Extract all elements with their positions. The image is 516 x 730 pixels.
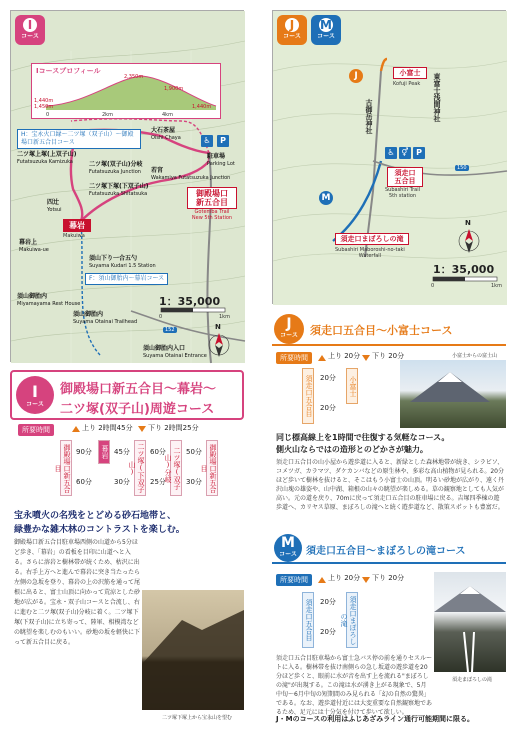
scale-1km: 1km [219,314,230,320]
j-marker: J [349,69,363,83]
map-course-i [10,10,244,362]
poi-gotemba: 御殿場口 新五合目 [187,187,237,209]
poi-kofuji: 小富士 [393,67,427,79]
poi-miyamayama: 須山御胎内 Miyamayama Rest House [17,293,81,307]
mountain-image [142,590,244,710]
time-up: 上り 2時間45分 [82,424,133,432]
poi-subashiri: 須走口 五合目 [387,167,423,187]
course-m-badge: M コース [311,15,341,45]
node-1: 御殿場口新五合目 [60,440,72,496]
map-course-jm [272,10,506,304]
course-word: コース [21,33,39,40]
scale-zero-jm: 0 [431,283,435,289]
m-time-label: 所要時間 [276,574,312,586]
poi-wakamiya: 若宮 Wakamiya Futatsuzuka Junction [151,167,231,181]
fuji-image [400,360,506,428]
poi-maboroshi-en: Subashiri Maboroshi-no-taki Waterfall [335,247,405,259]
node-4: 二ツ塚(双子山)分岐 [170,440,182,496]
route-f-label: F：須山御胎内～幕岩コース [85,273,168,285]
m-seg-down: 20分 [320,628,336,636]
node-3: 二ツ塚(下双子山) [134,440,146,496]
poi-maboroshi: 須走口まぼろしの滝 [335,233,409,245]
waterfall-image [434,572,506,672]
seg-4-down: 30分 [186,478,202,486]
scale-zero: 0 [159,314,163,320]
j-heading: 須走口五合目～小富士コース [310,324,453,337]
photo-maboroshi [434,572,506,672]
seg-2-up: 45分 [114,448,130,456]
time-label: 所要時間 [18,424,54,436]
profile-elev-bottom: 1,440m [192,104,212,110]
restroom-icon-jm: ⚥ [399,147,411,159]
poi-suyama-otainai: 須山御胎内 Suyama Otainai Trailhead [73,311,138,325]
parking-icon-jm: P [413,147,425,159]
profile-title: Iコースプロフィール [36,67,101,75]
road-number: 152 [165,327,175,333]
photo-caption-j: 小富士からの富士山 [452,353,498,359]
poi-yotsui: 四辻 Yotsui [47,199,62,213]
j-seg-down: 20分 [320,404,336,412]
heading-line-2: 二ツ塚(双子山)周遊コース [60,402,215,417]
profile-elev-top: 2,350m [124,74,144,80]
j-down-arrow-icon [362,355,370,361]
m-marker: M [319,191,333,205]
poi-makuiwa: 幕岩 [63,219,91,232]
course-m-heading-badge: M コース [274,534,302,562]
scale-1km-jm: 1km [491,283,502,289]
poi-kofuji-en: Kofuji Peak [393,81,421,87]
m-down-arrow-icon [362,577,370,583]
toilet-icon-jm: ♿ [385,147,397,159]
profile-elev-high: 1,450m [34,104,54,110]
course-i-badge [15,15,45,45]
poi-makuiwa-en: Makuiwa [63,233,85,239]
course-j-heading-badge: J コース [274,314,304,344]
profile-x-2: 2km [102,112,113,118]
road-number-jm: 150 [457,165,467,171]
up-arrow-icon [72,426,80,432]
subheading-1: 宝永噴火の名残をとどめる砂石地帯と、 [14,511,177,521]
heading-line-1: 御殿場口新五合目～幕岩～ [60,382,217,397]
profile-elev-mid: 1,900m [164,86,184,92]
poi-shimozuka: 二ツ塚下塚(下双子山) Futatsuzuka Shitatsuka [89,183,149,197]
course-letter: I [23,18,37,32]
poi-higashi: 東富士浅間神社 [433,73,441,122]
j-sub-1: 同じ標高線上を1時間で往復する気軽なコース。 [276,433,450,442]
j-node-2: 小富士 [346,368,358,404]
seg-1-down: 60分 [76,478,92,486]
j-body: 須走口五合目の山小屋から遊歩道に入ると、新緑とした森林地帯が続き、シラビソ、コメツガ、カラマツ、ダケカンバなどの原生林や、多彩な高山植物が見られる。20分ほど歩いて樹林を抜けると、そこはもう小富士の山頂。明るい砂地が広がり、遠く丹沢山塊の雄姿や、山中湖、箱根の山々の眺望が楽しめる。草の観察地としても人気が高い。元の道を戻り、70mに戻って須走口五合目の駐車場に戻る。吉塚四季棟の遊歩道へ、カリヤス草原、まぼろしの滝へと続く遊歩道など、散策スポットも豊富だ。 [276,459,505,511]
profile-box [31,63,221,119]
m-seg-up: 20分 [320,598,336,606]
parking-icon: P [217,135,229,147]
m-node-1: 須走口五合目 [302,592,314,648]
seg-3-up: 60分 [150,448,166,456]
north-letter: N [215,323,221,331]
toilet-icon: ♿ [201,135,213,147]
poi-oishi: 大石茶屋 Oishi Chaya [151,127,181,141]
course-i-heading-block [10,370,244,420]
j-node-1: 須走口五合目 [302,368,314,424]
poi-parking: 駐車場 Parking Lot [207,153,235,167]
route-h-label: H：宝永火口縁～二ツ塚（双子山）～御殿場口新五合目コース [17,129,141,149]
profile-x-0: 0 [46,112,50,118]
photo-caption-i: 二ツ塚下塚上から宝永山を望む [162,715,233,721]
poi-entrance: 須山御胎内入口 Suyama Otainai Entrance [143,345,207,359]
course-i-heading-badge: I コース [16,376,54,414]
seg-3-down: 25分 [150,478,166,486]
seg-2-down: 30分 [114,478,130,486]
m-node-2: 須走口まぼろしの滝 [346,592,358,648]
poi-makuiwa-kami: 幕岩上 Makuiwa-ue [19,239,49,253]
photo-caption-m: 須走まぼろしの滝 [452,677,493,683]
course-j-badge: J コース [277,15,307,45]
photo-futatsuzuka [142,590,244,710]
course-i-body: 御殿場口新五合目駐車場西側の山道から5分ほど歩き、「幕岩」の看板を目印に山道へと入る。さらに溶岩と樹林帯が続くため、枯沢に出る。右手上方へと進んで幕岩に突き当たったら左側の急坂を登り、幕岩の上の沢筋を通って尾根に出ると、富士山頂に向かって荒涼とした砂地が広がる。宝永・双子山コースと合流し、右に進むと二ツ塚(双子山)分岐に着く。二ツ塚下塚(下双子山)に立ち寄って、陸軍、相模湾などの眺望を楽しむのもいい。砂地の坂を軽快に下って新五合目に戻る。 [14,539,141,646]
poi-subashiri-en: Subashiri Trail 5th station [385,187,420,199]
profile-x-4: 4km [162,112,173,118]
footer-note: J・Mのコースの利用はふじあざみライン通行可能期間に限る。 [276,715,475,723]
j-up-arrow-icon [318,355,326,361]
map-scale-jm: 1：35,000 [433,263,495,276]
course-m-heading-block [272,534,506,564]
poi-junction: 二ツ塚(双子山)分岐 Futatsuzuka Junction [89,161,143,175]
poi-kotaki: 古御岳神社 [365,99,373,134]
m-body: 須走口五合目駐車場から富士急バス停の前を通りセスルートに入る。樹林帯を抜け南側らの急し坂道の遊歩道を20分ほど歩くと、眼前に水が音を出す上を流れる"まぼろしの滝"が出現する。この滝は水が湧き上がる現象で、5月中旬～6月中旬の短期間のみ見られる「幻の自然の驚異」である。なお、遊歩道付近には大変重要な自然観察地であるため、足元には十分気を付けて歩いて欲しい。 [276,655,433,716]
seg-1-up: 90分 [76,448,92,456]
poi-gotemba-en: Gotemba Trail New 5th Station [191,209,233,221]
course-j-heading-block [272,314,506,346]
j-seg-up: 20分 [320,374,336,382]
j-sub-2: 側火山ならではの造形とのどかさが魅力。 [276,445,428,454]
m-time-down: 下り 20分 [372,574,405,582]
j-time-label: 所要時間 [276,352,312,364]
down-arrow-icon [138,426,146,432]
j-time-down: 下り 20分 [372,352,405,360]
map-scale: 1：35,000 [159,295,221,308]
seg-4-up: 50分 [186,448,202,456]
poi-kamizuka: 二ツ塚上塚(上双子山) Futatsuzuka Kamizuka [17,151,77,165]
m-heading: 須走口五合目～まぼろしの滝コース [306,546,466,557]
subheading-2: 緑豊かな雑木林のコントラストを楽しむ。 [14,525,185,535]
node-2: 幕岩 [98,440,110,464]
node-5: 御殿場口新五合目 [206,440,218,496]
time-down: 下り 2時間25分 [148,424,199,432]
j-time-up: 上り 20分 [328,352,361,360]
photo-kofuji [400,360,506,428]
m-time-up: 上り 20分 [328,574,361,582]
profile-elev-low: 1,440m [34,98,54,104]
poi-suyama1: 須山下り一合五勺 Suyama Kudari 1.5 Station [89,255,156,269]
north-letter-jm: N [465,219,471,227]
m-up-arrow-icon [318,577,326,583]
